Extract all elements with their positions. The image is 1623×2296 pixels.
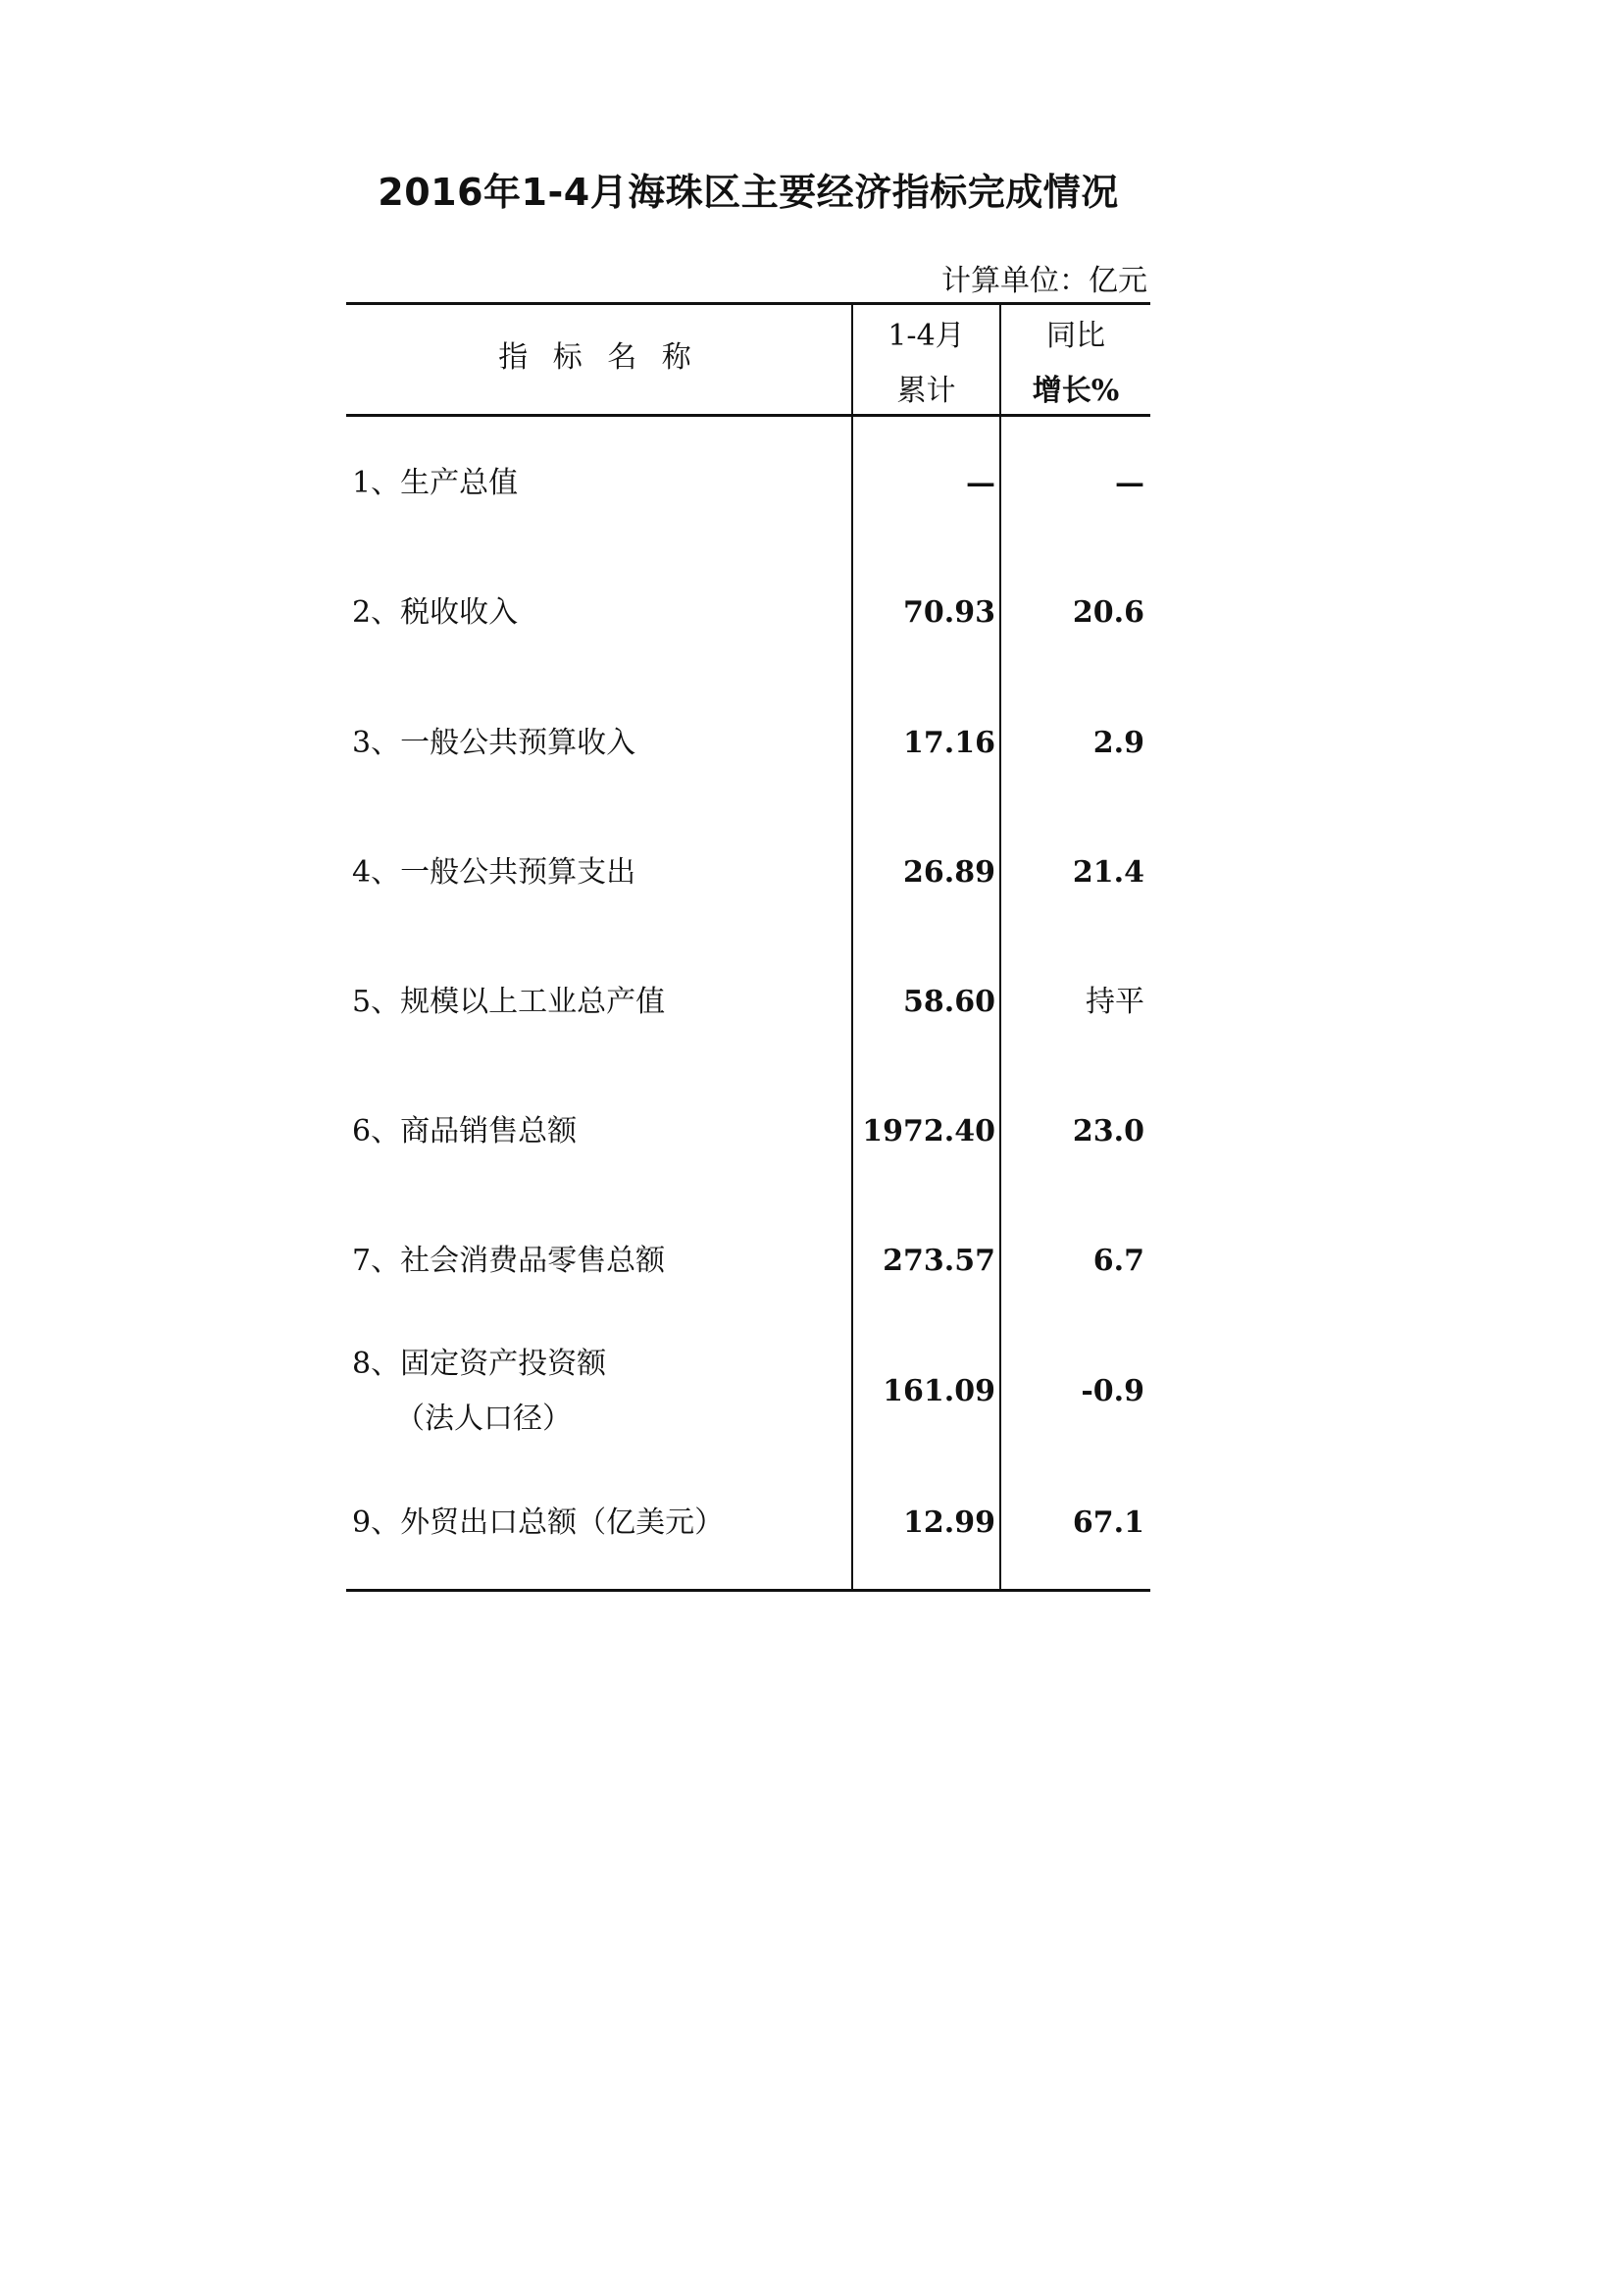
row-indicator-name: [352, 1234, 847, 1289]
row-indicator-name: [352, 456, 847, 511]
row-accumulated-value: 17.16: [903, 726, 995, 760]
header-indicator-name: 指 标 名 称: [498, 340, 699, 375]
row-indicator-name: [352, 716, 847, 771]
row-yoy-value: —: [1115, 466, 1144, 500]
header-accumulated-line1: 1-4月: [888, 319, 965, 353]
row-name-text: 5、规模以上工业总产值: [352, 985, 666, 1019]
header-accumulated-line2: 累计: [896, 374, 956, 408]
row-accumulated-value: 58.60: [903, 985, 995, 1019]
row-yoy-value: 21.4: [1072, 855, 1144, 890]
column-divider-2: [999, 302, 1001, 1591]
row-yoy-value: 20.6: [1072, 595, 1144, 630]
row-accumulated-value: 12.99: [903, 1505, 995, 1540]
row-indicator-name: [352, 1496, 847, 1551]
row-accumulated-value: 70.93: [903, 595, 995, 630]
row-yoy-value: -0.9: [1081, 1374, 1144, 1408]
table-top-rule: [346, 302, 1150, 305]
row-yoy-value: 持平: [1086, 985, 1144, 1019]
row-yoy-value: 23.0: [1072, 1114, 1144, 1148]
row-name-text: 2、税收收入: [352, 595, 519, 630]
header-yoy-line1: 同比: [1046, 319, 1105, 353]
row-yoy-value: 6.7: [1092, 1244, 1144, 1278]
row-accumulated-value: 161.09: [883, 1374, 995, 1408]
row-name-text: 1、生产总值: [352, 466, 519, 500]
column-divider-1: [851, 302, 853, 1591]
document-title: 2016年1-4月海珠区主要经济指标完成情况: [378, 171, 1119, 214]
row-name-subtext: （法人口径）: [395, 1402, 572, 1436]
row-indicator-name: [352, 586, 847, 640]
unit-note: 计算单位：亿元: [941, 264, 1147, 298]
row-name-text: 3、一般公共预算收入: [352, 726, 636, 760]
row-accumulated-value: —: [966, 466, 995, 500]
header-yoy-line2: 增长%: [1032, 374, 1120, 408]
row-yoy-value: 2.9: [1092, 726, 1144, 760]
row-indicator-name: [352, 975, 847, 1030]
row-indicator-name: [352, 1104, 847, 1159]
row-name-text: 9、外贸出口总额（亿美元）: [352, 1505, 725, 1540]
indicator-table: [346, 302, 1150, 1595]
row-accumulated-value: 1972.40: [862, 1114, 995, 1148]
row-indicator-name: [352, 845, 847, 900]
row-indicator-name: [352, 1337, 847, 1447]
row-accumulated-value: 273.57: [883, 1244, 995, 1278]
row-name-text: 4、一般公共预算支出: [352, 855, 636, 890]
row-name-text: 7、社会消费品零售总额: [352, 1244, 666, 1278]
row-name-text: 6、商品销售总额: [352, 1114, 578, 1148]
row-name-text: 8、固定资产投资额: [352, 1347, 607, 1381]
row-accumulated-value: 26.89: [903, 855, 995, 890]
table-bottom-rule: [346, 1589, 1150, 1592]
row-yoy-value: 67.1: [1072, 1505, 1144, 1540]
